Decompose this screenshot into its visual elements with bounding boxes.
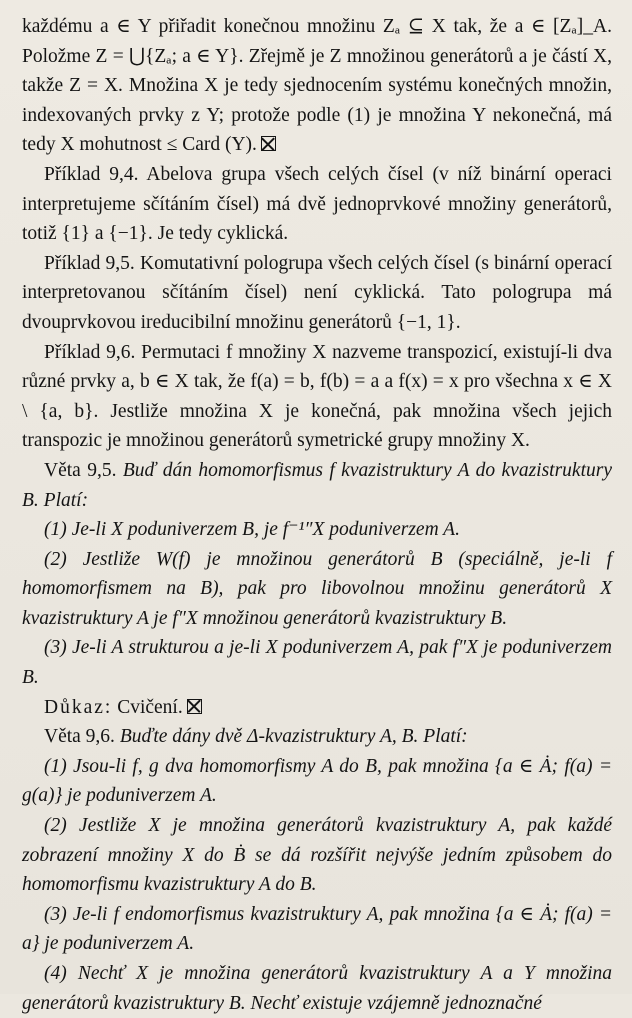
paragraph-text: Abelova grupa všech celých čísel (v níž binární operaci interpretujeme sčítáním čísel) má dvě jednoprvkové množiny generátorů, totiž {1} a {−1}. Je tedy cyklická. xyxy=(22,163,612,245)
theorem-9-6-item-2: (2) Jestliže X je množina generátorů kvazistruktury A, pak každé zobrazení množiny X do Ḃ se dá rozšířit nejvýše jedním způsobem do homomorfismu kvazistruktury A do B. xyxy=(22,815,612,896)
qed-box-icon xyxy=(187,699,202,714)
theorem-9-6-item-1: (1) Jsou-li f, g dva homomorfismy A do B, pak množina {a ∈ Ȧ; f(a) = g(a)} je poduniverzem A. xyxy=(22,755,612,807)
qed-box-icon xyxy=(261,136,276,151)
theorem-9-5-item-1: (1) Je-li X poduniverzem B, je f⁻¹″X poduniverzem A. xyxy=(44,519,460,541)
theorem-9-6-item-3: (3) Je-li f endomorfismus kvazistruktury A, pak množina {a ∈ Ȧ; f(a) = a} je poduniverzem A. xyxy=(22,903,612,955)
proof-exercise xyxy=(22,693,612,723)
theorem-9-6-item-4: (4) Nechť X je množina generátorů kvazistruktury A a Y množina generátorů kvazistruktury B. Nechť existuje vzájemně jednoznačné xyxy=(22,963,612,1014)
theorem-heading: Věta 9,6. xyxy=(44,726,115,748)
example-heading: Příklad 9,6. xyxy=(44,341,136,363)
theorem-heading: Věta 9,5. xyxy=(44,459,117,481)
paragraph-text: Cvičení. xyxy=(117,696,183,718)
example-heading: Příklad 9,5. xyxy=(44,252,135,274)
theorem-9-5-item-3: (3) Je-li A strukturou a je-li X poduniverzem A, pak f″X je poduniverzem B. xyxy=(22,637,612,689)
paragraph-proof-continuation xyxy=(22,12,612,160)
example-9-6 xyxy=(22,338,612,456)
proof-heading: Důkaz: xyxy=(44,696,113,718)
paragraph-text: Permutaci f množiny X nazveme transpozicí, existují-li dva různé prvky a, b ∈ X tak, že f(a) = b, f(b) = a a f(x) = x pro všechna x ∈ X \ {a, b}. Jestliže množina X je konečná, pak množina všech jejich transpozic je množinou generátorů symetrické grupy množiny X. xyxy=(22,341,612,452)
example-9-5 xyxy=(22,249,612,338)
theorem-statement: Buďte dány dvě Δ-kvazistruktury A, B. Platí: xyxy=(119,726,468,748)
paragraph-text: Komutativní pologrupa všech celých čísel (s binární operací interpretovanou sčítáním čísel) není cyklická. Tato pologrupa má dvouprvkovou ireducibilní množinu generátorů {−1, 1}. xyxy=(22,252,612,333)
theorem-9-6 xyxy=(22,722,612,752)
paragraph-text: každému a ∈ Y přiřadit konečnou množinu Zₐ ⊆ X tak, že a ∈ [Zₐ]_A. Položme Z = ⋃{Zₐ; a ∈ Y}. Zřejmě je Z množinou generátorů a je částí X, takže Z = X. Množina X je tedy sjednocením systému konečných množin, indexovaných prvky z Y; protože podle (1) je množina Y nekonečná, má tedy X mohutnost ≤ Card (Y). xyxy=(22,16,612,156)
theorem-9-5 xyxy=(22,456,612,515)
example-heading: Příklad 9,4. xyxy=(44,163,139,185)
theorem-9-5-item-2: (2) Jestliže W(f) je množinou generátorů B (speciálně, je-li f homomorfismem na B), pak pro libovolnou množinu generátorů X kvazistruktury A je f″X množinou generátorů kvazistruktury B. xyxy=(22,548,612,629)
theorem-statement: Buď dán homomorfismus f kvazistruktury A do kvazistruktury B. Platí: xyxy=(22,459,612,511)
example-9-4 xyxy=(22,160,612,249)
